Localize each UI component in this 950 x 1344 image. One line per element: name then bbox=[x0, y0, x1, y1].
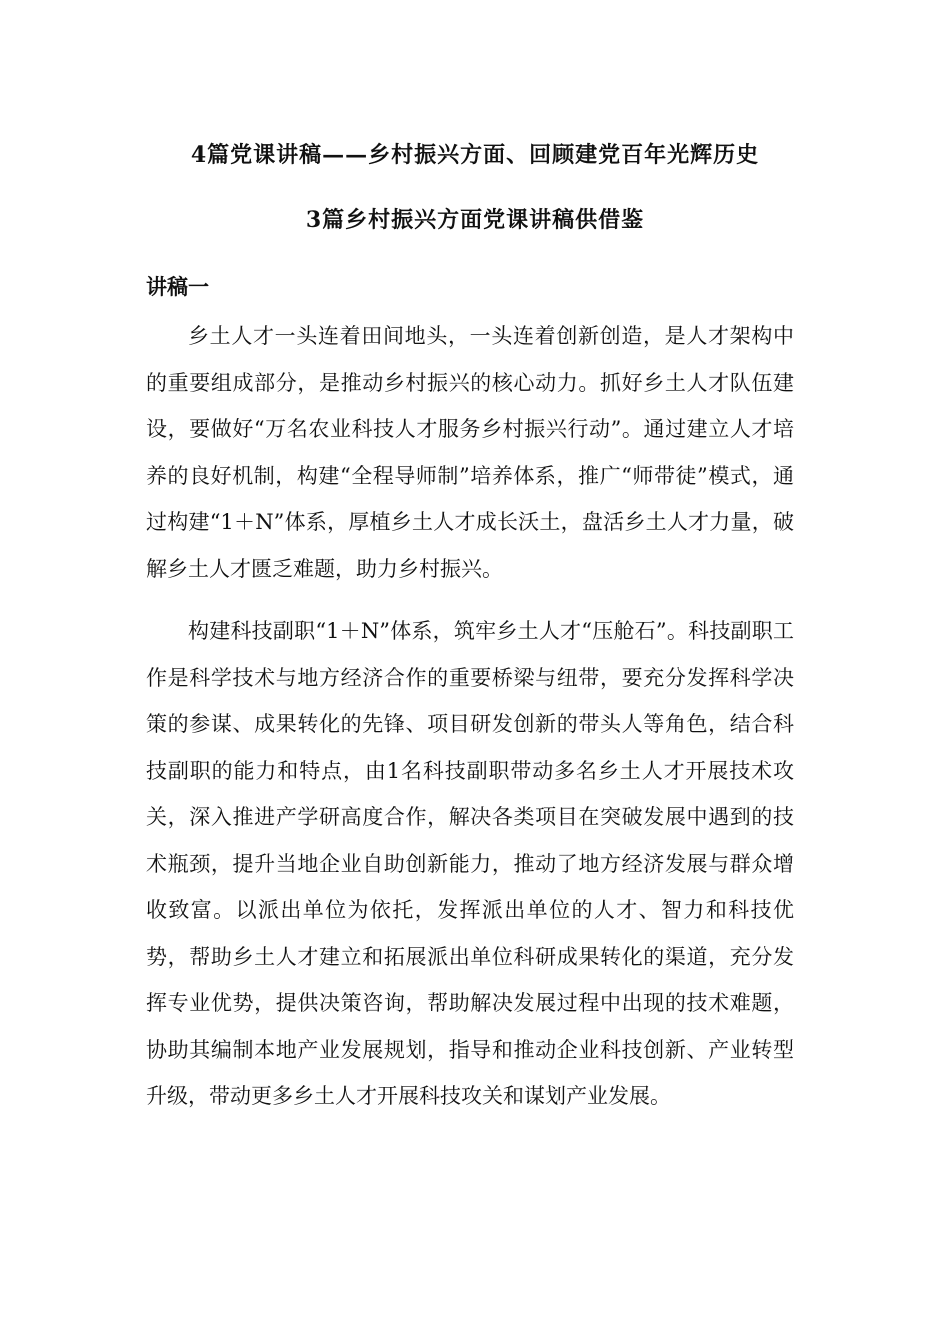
body-paragraph-1: 乡土人才一头连着田间地头，一头连着创新创造，是人才架构中的重要组成部分，是推动乡村振兴的核心动力。抓好乡土人才队伍建设，要做好“万名农业科技人才服务乡村振兴行动”。通过建立人才培养的良好机制，构建“全程导师制”培养体系，推广“师带徒”模式，通过构建“1＋N”体系，厚植乡土人才成长沃土，盘活乡土人才力量，破解乡土人才匮乏难题，助力乡村振兴。 bbox=[146, 324, 794, 581]
body-paragraph-2: 构建科技副职“1＋N”体系，筑牢乡土人才“压舱石”。科技副职工作是科学技术与地方经济合作的重要桥梁与纽带，要充分发挥科学决策的参谋、成果转化的先锋、项目研发创新的带头人等角色，结合科技副职的能力和特点，由1名科技副职带动多名乡土人才开展技术攻关，深入推进产学研高度合作，解决各类项目在突破发展中遇到的技术瓶颈，提升当地企业自助创新能力，推动了地方经济发展与群众增收致富。以派出单位为依托，发挥派出单位的人才、智力和科技优势，帮助乡土人才建立和拓展派出单位科研成果转化的渠道，充分发挥专业优势，提供决策咨询，帮助解决发展过程中出现的技术难题，协助其编制本地产业发展规划，指导和推动企业科技创新、产业转型升级，带动更多乡土人才开展科技攻关和谋划产业发展。 bbox=[146, 619, 794, 1108]
document-subtitle: 3篇乡村振兴方面党课讲稿供借鉴 bbox=[305, 207, 645, 233]
section-heading: 讲稿一 bbox=[146, 274, 209, 299]
document-title: 4篇党课讲稿——乡村振兴方面、回顾建党百年光辉历史 bbox=[190, 142, 760, 168]
